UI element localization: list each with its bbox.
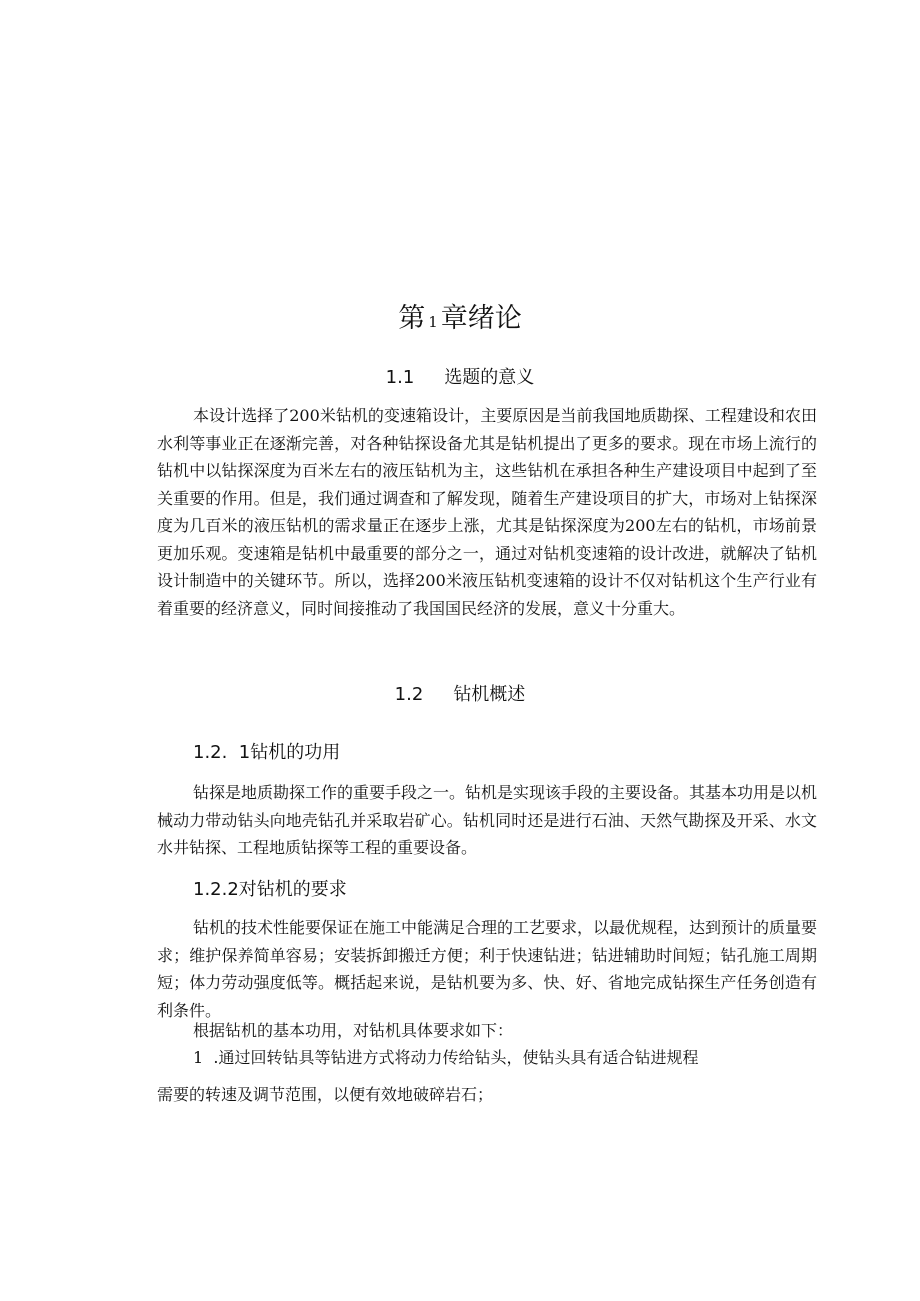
subsection-1-2-2-paragraph: 钻机的技术性能要保证在施工中能满足合理的工艺要求，以最优规程，达到预计的质量要求；维护保养简单容易；安装拆卸搬迁方便；利于快速钻进；钻进辅助时间短；钻孔施工周期短；体力劳动强度低等。概括起来说，是钻机要为多、快、好、省地完成钻探生产任务创造有利条件。 xyxy=(157,918,818,1020)
requirement-item-1-line-1: 1 .通过回转钻具等钻进方式将动力传给钻头，使钻头具有适合钻进规程 xyxy=(193,1048,699,1067)
section-1-1-paragraph: 本设计选择了200米钻机的变速箱设计，主要原因是当前我国地质勘探、工程建设和农田水利等事业正在逐渐完善，对各种钻探设备尤其是钻机提出了更多的要求。现在市场上流行的钻机中以钻探深度为百米左右的液压钻机为主，这些钻机在承担各种生产建设项目中起到了至关重要的作用。但是，我们通过调查和了解发现，随着生产建设项目的扩大，市场对上钻探深度为几百米的液压钻机的需求量正在逐步上涨，尤其是钻探深度为200左右的钻机，市场前景更加乐观。变速箱是钻机中最重要的部分之一，通过对钻机变速箱的设计改进，就解决了钻机设计制造中的关键环节。所以，选择200米液压钻机变速箱的设计不仅对钻机这个生产行业有着重要的经济意义，同时间接推动了我国国民经济的发展，意义十分重大。 xyxy=(157,406,817,618)
subsection-1-2-2-heading: 1.2.2对钻机的要求 xyxy=(193,879,347,900)
section-1-1-heading xyxy=(0,365,920,391)
section-number: 1.2 xyxy=(394,684,424,705)
requirement-item-1-line-2: 需要的转速及调节范围，以便有效地破碎岩石； xyxy=(157,1085,494,1104)
chapter-prefix: 第 xyxy=(398,303,426,334)
section-number: 1.1 xyxy=(385,367,415,388)
section-1-2-heading xyxy=(0,682,920,708)
chapter-suffix: 章绪论 xyxy=(440,303,522,334)
subsection-1-2-1-heading: 1.2. 1钻机的功用 xyxy=(193,742,341,763)
chapter-number: 1 xyxy=(428,313,438,331)
subsection-1-2-1-paragraph: 钻探是地质勘探工作的重要手段之一。钻机是实现该手段的主要设备。其基本功用是以机械动力带动钻头向地壳钻孔并采取岩矿心。钻机同时还是进行石油、天然气勘探及开采、水文水井钻探、工程地质钻探等工程的重要设备。 xyxy=(157,783,818,857)
chapter-title xyxy=(0,300,920,341)
section-title: 钻机概述 xyxy=(453,684,526,705)
requirements-intro: 根据钻机的基本功用，对钻机具体要求如下： xyxy=(193,1021,514,1040)
section-title: 选题的意义 xyxy=(444,367,535,388)
